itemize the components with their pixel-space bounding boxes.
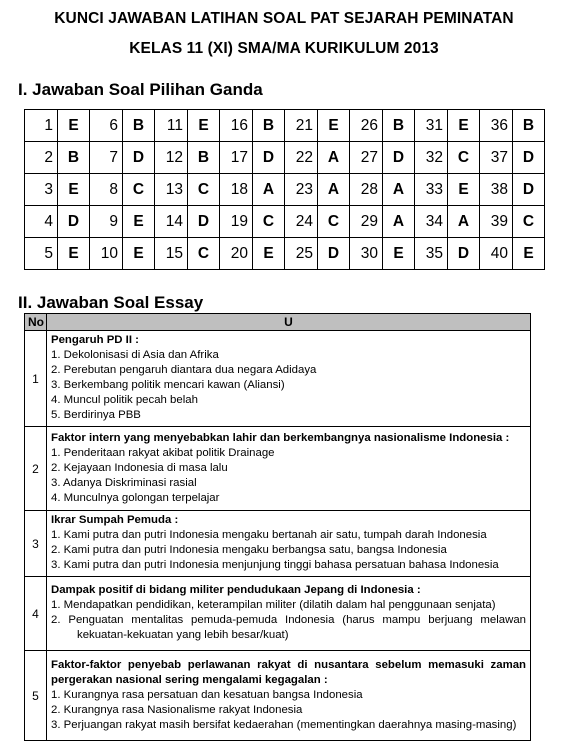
question-number: 2	[25, 142, 58, 174]
essay-header-u: U	[47, 314, 531, 331]
question-number: 18	[220, 174, 253, 206]
question-number: 31	[415, 110, 448, 142]
answer-letter: E	[318, 110, 350, 142]
section-heading-essay: II. Jawaban Soal Essay	[18, 293, 204, 312]
question-number: 22	[285, 142, 318, 174]
question-number: 21	[285, 110, 318, 142]
question-number: 24	[285, 206, 318, 238]
essay-item: 1. Penderitaan rakyat akibat politik Drainage	[51, 446, 275, 459]
answer-letter: C	[513, 206, 545, 238]
question-number: 36	[480, 110, 513, 142]
essay-item: 3. Perjuangan rakyat masih bersifat kedaerahan (mementingkan daerahnya masing-masing)	[51, 718, 517, 731]
answer-letter: E	[123, 206, 155, 238]
question-number: 35	[415, 238, 448, 270]
multiple-choice-answer-table	[24, 109, 545, 270]
answer-letter: C	[448, 142, 480, 174]
answer-letter: D	[513, 174, 545, 206]
essay-row	[25, 331, 531, 427]
answer-letter: A	[318, 174, 350, 206]
answer-letter: E	[253, 238, 285, 270]
essay-number: 4	[25, 577, 47, 651]
answer-letter: A	[448, 206, 480, 238]
essay-item: 2. Kejayaan Indonesia di masa lalu	[51, 461, 228, 474]
essay-item: 2. Perebutan pengaruh diantara dua negara Adidaya	[51, 364, 317, 376]
question-number: 7	[90, 142, 123, 174]
question-number: 10	[90, 238, 123, 270]
question-number: 26	[350, 110, 383, 142]
essay-heading: Faktor-faktor penyebab perlawanan rakyat di nusantara sebelum memasuki zaman pergerakan nasional sering mengalami kegagalan :	[51, 658, 526, 686]
question-number: 25	[285, 238, 318, 270]
question-number: 27	[350, 142, 383, 174]
question-number: 8	[90, 174, 123, 206]
answer-letter: E	[383, 238, 415, 270]
answer-letter: A	[383, 174, 415, 206]
answer-letter: D	[58, 206, 90, 238]
essay-answer	[47, 651, 531, 741]
answer-letter: D	[513, 142, 545, 174]
essay-heading: Faktor intern yang menyebabkan lahir dan berkembangnya nasionalisme Indonesia :	[51, 431, 510, 444]
answer-letter: E	[188, 110, 220, 142]
essay-item: 4. Munculnya golongan terpelajar	[51, 491, 220, 504]
essay-item: 1. Mendapatkan pendidikan, keterampilan militer (dilatih dalam hal penggunaan senjata)	[51, 599, 496, 611]
essay-answer	[47, 427, 531, 511]
essay-header-row	[25, 314, 531, 331]
answer-letter: B	[253, 110, 285, 142]
answer-letter: C	[188, 238, 220, 270]
essay-row	[25, 427, 531, 511]
answer-letter: B	[188, 142, 220, 174]
essay-heading: Pengaruh PD II :	[51, 334, 139, 346]
question-number: 13	[155, 174, 188, 206]
question-number: 15	[155, 238, 188, 270]
answer-letter: C	[188, 174, 220, 206]
question-number: 5	[25, 238, 58, 270]
question-number: 16	[220, 110, 253, 142]
essay-item: 4. Muncul politik pecah belah	[51, 394, 198, 406]
answer-letter: A	[253, 174, 285, 206]
answer-letter: D	[448, 238, 480, 270]
essay-answer-table	[24, 313, 531, 741]
essay-item: 3. Kami putra dan putri Indonesia menjunjung tinggi bahasa persatuan bahasa Indonesia	[51, 559, 499, 571]
essay-item: 2. Kami putra dan putri Indonesia mengaku berbangsa satu, bangsa Indonesia	[51, 544, 447, 556]
answer-letter: D	[253, 142, 285, 174]
essay-number: 2	[25, 427, 47, 511]
answer-letter: D	[318, 238, 350, 270]
question-number: 30	[350, 238, 383, 270]
question-number: 33	[415, 174, 448, 206]
answer-letter: B	[123, 110, 155, 142]
essay-heading: Ikrar Sumpah Pemuda :	[51, 514, 179, 526]
answer-letter: E	[513, 238, 545, 270]
essay-item: 1. Dekolonisasi di Asia dan Afrika	[51, 349, 219, 361]
answer-letter: D	[383, 142, 415, 174]
answer-letter: E	[448, 110, 480, 142]
question-number: 29	[350, 206, 383, 238]
question-number: 32	[415, 142, 448, 174]
essay-answer	[47, 331, 531, 427]
document-subtitle: KELAS 11 (XI) SMA/MA KURIKULUM 2013	[129, 40, 439, 57]
document-title: KUNCI JAWABAN LATIHAN SOAL PAT SEJARAH PEMINATAN	[54, 10, 514, 27]
essay-header-no: No	[25, 314, 47, 331]
question-number: 40	[480, 238, 513, 270]
answer-letter: E	[123, 238, 155, 270]
question-number: 34	[415, 206, 448, 238]
answer-letter: B	[383, 110, 415, 142]
question-number: 37	[480, 142, 513, 174]
answer-letter: E	[58, 110, 90, 142]
answer-letter: E	[58, 238, 90, 270]
answer-letter: E	[448, 174, 480, 206]
question-number: 6	[90, 110, 123, 142]
essay-row	[25, 511, 531, 577]
essay-answer	[47, 511, 531, 577]
essay-item: 1. Kurangnya rasa persatuan dan kesatuan bangsa Indonesia	[51, 688, 363, 701]
answer-letter: E	[58, 174, 90, 206]
essay-number: 3	[25, 511, 47, 577]
answer-letter: A	[383, 206, 415, 238]
answer-letter: A	[318, 142, 350, 174]
answer-letter: C	[123, 174, 155, 206]
essay-item: 5. Berdirinya PBB	[51, 409, 141, 421]
question-number: 39	[480, 206, 513, 238]
essay-number: 5	[25, 651, 47, 741]
answer-row	[25, 142, 545, 174]
answer-row	[25, 238, 545, 270]
question-number: 3	[25, 174, 58, 206]
question-number: 12	[155, 142, 188, 174]
answer-letter: C	[253, 206, 285, 238]
question-number: 1	[25, 110, 58, 142]
answer-row	[25, 174, 545, 206]
essay-heading: Dampak positif di bidang militer pendudukaan Jepang di Indonesia :	[51, 584, 421, 596]
essay-item: 1. Kami putra dan putri Indonesia mengaku bertanah air satu, tumpah darah Indonesia	[51, 529, 487, 541]
question-number: 19	[220, 206, 253, 238]
essay-row	[25, 651, 531, 741]
answer-letter: C	[318, 206, 350, 238]
answer-letter: B	[58, 142, 90, 174]
question-number: 28	[350, 174, 383, 206]
essay-number: 1	[25, 331, 47, 427]
essay-item: 2. Kurangnya rasa Nasionalisme rakyat Indonesia	[51, 703, 303, 716]
question-number: 20	[220, 238, 253, 270]
question-number: 14	[155, 206, 188, 238]
answer-row	[25, 110, 545, 142]
answer-letter: B	[513, 110, 545, 142]
question-number: 17	[220, 142, 253, 174]
section-heading-multiple-choice: I. Jawaban Soal Pilihan Ganda	[18, 80, 263, 99]
essay-item: 2. Penguatan mentalitas pemuda-pemuda Indonesia (harus mampu berjuang melawan kekuatan-kekuatan yang lebih besar/kuat)	[51, 614, 526, 641]
essay-answer	[47, 577, 531, 651]
question-number: 11	[155, 110, 188, 142]
question-number: 9	[90, 206, 123, 238]
essay-item: 3. Adanya Diskriminasi rasial	[51, 476, 197, 489]
question-number: 4	[25, 206, 58, 238]
answer-row	[25, 206, 545, 238]
question-number: 23	[285, 174, 318, 206]
essay-row	[25, 577, 531, 651]
answer-letter: D	[123, 142, 155, 174]
question-number: 38	[480, 174, 513, 206]
answer-letter: D	[188, 206, 220, 238]
essay-item: 3. Berkembang politik mencari kawan (Aliansi)	[51, 379, 285, 391]
